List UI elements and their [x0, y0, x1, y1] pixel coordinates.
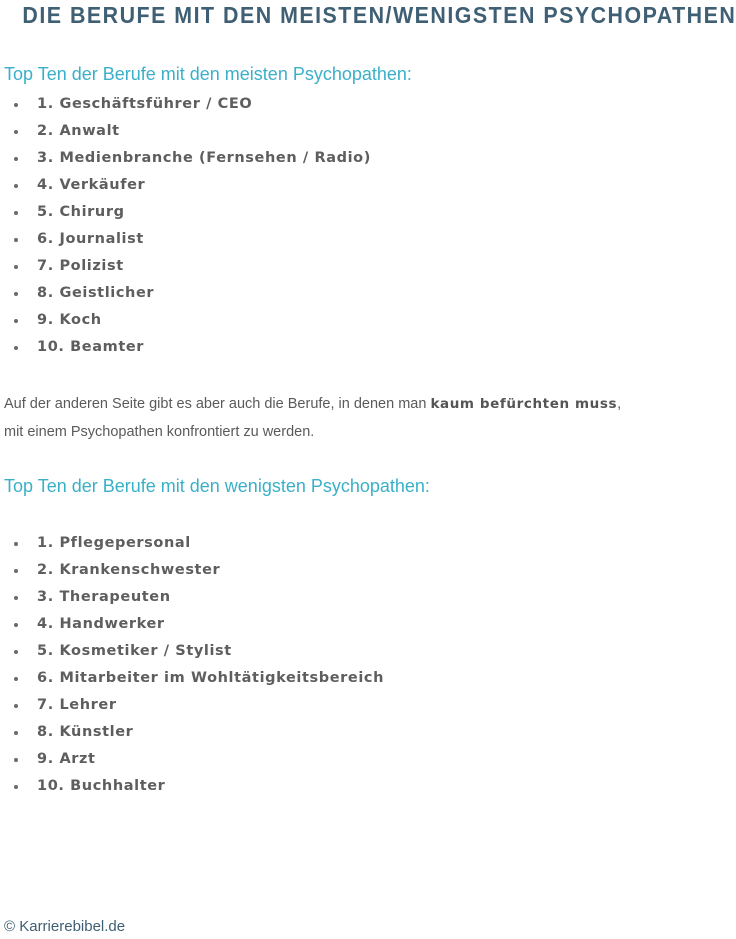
heading-most-psychopaths: Top Ten der Berufe mit den meisten Psychopathen: [4, 64, 412, 84]
list-item-label: 7. Polizist [37, 258, 124, 274]
list-item-label: 1. Pflegepersonal [37, 535, 191, 551]
bullet-icon [14, 346, 18, 350]
bullet-icon [14, 184, 18, 188]
list-most-psychopaths [0, 93, 371, 363]
list-item-label: 5. Kosmetiker / Stylist [37, 643, 232, 659]
bullet-icon [14, 319, 18, 323]
bullet-icon [14, 103, 18, 107]
list-item-label: 9. Arzt [37, 751, 96, 767]
list-item [0, 613, 384, 640]
bullet-icon [14, 211, 18, 215]
list-item [0, 255, 371, 282]
paragraph-text-after: , mit einem Psychopathen konfrontiert zu werden. [4, 396, 622, 440]
list-item-label: 8. Künstler [37, 724, 134, 740]
list-item [0, 667, 384, 694]
list-least-psychopaths [0, 532, 384, 802]
list-item [0, 120, 371, 147]
list-item-label: 2. Krankenschwester [37, 562, 221, 578]
list-item [0, 640, 384, 667]
bullet-icon [14, 569, 18, 573]
bullet-icon [14, 731, 18, 735]
list-item [0, 559, 384, 586]
list-item-label: 7. Lehrer [37, 697, 117, 713]
list-item [0, 93, 371, 120]
bullet-icon [14, 758, 18, 762]
list-item [0, 228, 371, 255]
list-item-label: 4. Handwerker [37, 616, 165, 632]
list-item-label: 5. Chirurg [37, 204, 125, 220]
list-item [0, 532, 384, 559]
list-item-label: 10. Buchhalter [37, 778, 166, 794]
list-item [0, 694, 384, 721]
bullet-icon [14, 596, 18, 600]
list-item [0, 309, 371, 336]
list-item [0, 336, 371, 363]
bullet-icon [14, 785, 18, 789]
list-item [0, 775, 384, 802]
heading-least-psychopaths: Top Ten der Berufe mit den wenigsten Psychopathen: [4, 476, 430, 496]
paragraph-emphasis: kaum befürchten muss [430, 396, 618, 412]
list-item-label: 2. Anwalt [37, 123, 120, 139]
list-item [0, 721, 384, 748]
bullet-icon [14, 130, 18, 134]
bullet-icon [14, 677, 18, 681]
list-item-label: 6. Mitarbeiter im Wohltätigkeitsbereich [37, 670, 385, 686]
list-item-label: 4. Verkäufer [37, 177, 146, 193]
bullet-icon [14, 704, 18, 708]
bullet-icon [14, 650, 18, 654]
copyright-footer: © Karrierebibel.de [4, 918, 126, 935]
list-item-label: 1. Geschäftsführer / CEO [37, 96, 253, 112]
list-item-label: 6. Journalist [37, 231, 144, 247]
list-item-label: 3. Medienbranche (Fernsehen / Radio) [37, 150, 371, 166]
bullet-icon [14, 238, 18, 242]
list-item-label: 10. Beamter [37, 339, 145, 355]
list-item [0, 147, 371, 174]
list-item [0, 586, 384, 613]
bullet-icon [14, 157, 18, 161]
list-item [0, 282, 371, 309]
list-item [0, 174, 371, 201]
list-item-label: 9. Koch [37, 312, 102, 328]
list-item [0, 201, 371, 228]
bullet-icon [14, 623, 18, 627]
bullet-icon [14, 265, 18, 269]
bullet-icon [14, 292, 18, 296]
list-item [0, 748, 384, 775]
paragraph-text-before: Auf der anderen Seite gibt es aber auch die Berufe, in denen man [4, 396, 431, 412]
page-title: DIE BERUFE MIT DEN MEISTEN/WENIGSTEN PSYCHOPATHEN [22, 2, 736, 28]
bullet-icon [14, 542, 18, 546]
list-item-label: 3. Therapeuten [37, 589, 171, 605]
transition-paragraph [4, 390, 634, 446]
list-item-label: 8. Geistlicher [37, 285, 155, 301]
